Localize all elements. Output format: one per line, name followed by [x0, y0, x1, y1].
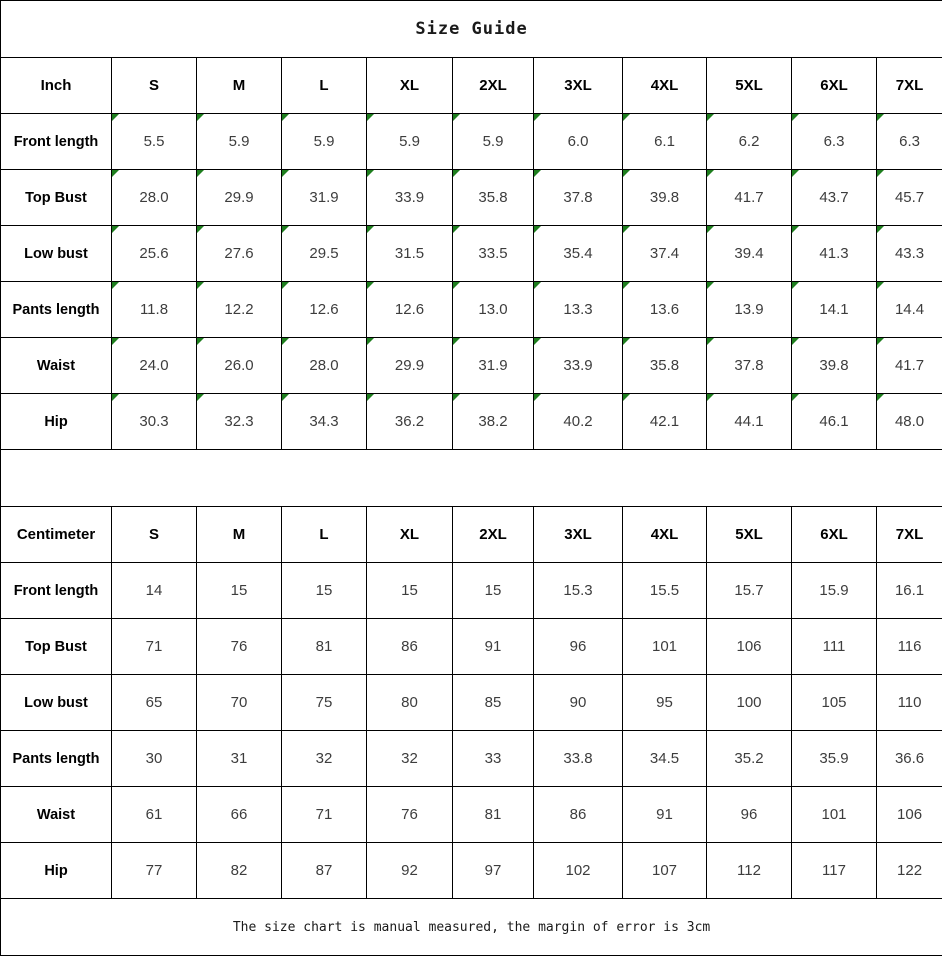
value-cell: 38.2: [453, 394, 534, 450]
value-cell: 110: [877, 675, 942, 731]
cell-corner-flag-icon: [534, 170, 541, 177]
cell-corner-flag-icon: [877, 394, 884, 401]
cell-corner-flag-icon: [197, 394, 204, 401]
value-cell: 34.5: [623, 731, 707, 787]
value-cell: 42.1: [623, 394, 707, 450]
value-cell: 77: [112, 843, 197, 899]
value-cell: 116: [877, 619, 942, 675]
value-cell: 111: [792, 619, 877, 675]
table-row: [1, 338, 942, 394]
value-cell: 85: [453, 675, 534, 731]
value-cell: 39.8: [623, 170, 707, 226]
table-row: [1, 675, 942, 731]
cell-corner-flag-icon: [792, 226, 799, 233]
value-cell: 37.4: [623, 226, 707, 282]
value-cell: 82: [197, 843, 282, 899]
cell-corner-flag-icon: [367, 170, 374, 177]
value-cell: 13.0: [453, 282, 534, 338]
row-label: Hip: [1, 394, 112, 450]
value-cell: 5.9: [282, 114, 367, 170]
cell-corner-flag-icon: [534, 282, 541, 289]
value-cell: 34.3: [282, 394, 367, 450]
size-header-cell: 4XL: [623, 58, 707, 114]
cell-corner-flag-icon: [707, 282, 714, 289]
value-cell: 61: [112, 787, 197, 843]
value-cell: 101: [623, 619, 707, 675]
cell-corner-flag-icon: [877, 114, 884, 121]
cell-corner-flag-icon: [707, 394, 714, 401]
value-cell: 35.4: [534, 226, 623, 282]
cell-corner-flag-icon: [707, 170, 714, 177]
value-cell: 107: [623, 843, 707, 899]
table-row: [1, 58, 942, 114]
value-cell: 14.4: [877, 282, 942, 338]
row-label: Top Bust: [1, 170, 112, 226]
value-cell: 26.0: [197, 338, 282, 394]
size-header-cell: 3XL: [534, 58, 623, 114]
size-header-cell: M: [197, 507, 282, 563]
value-cell: 37.8: [534, 170, 623, 226]
value-cell: 81: [453, 787, 534, 843]
cell-corner-flag-icon: [623, 114, 630, 121]
value-cell: 35.8: [453, 170, 534, 226]
table-row: [1, 843, 942, 899]
value-cell: 76: [367, 787, 453, 843]
cell-corner-flag-icon: [707, 338, 714, 345]
value-cell: 32: [367, 731, 453, 787]
value-cell: 90: [534, 675, 623, 731]
table-row: [1, 731, 942, 787]
value-cell: 39.8: [792, 338, 877, 394]
value-cell: 12.6: [282, 282, 367, 338]
value-cell: 43.3: [877, 226, 942, 282]
value-cell: 105: [792, 675, 877, 731]
value-cell: 80: [367, 675, 453, 731]
row-label: Top Bust: [1, 619, 112, 675]
value-cell: 13.3: [534, 282, 623, 338]
table-row: [1, 114, 942, 170]
value-cell: 15.9: [792, 563, 877, 619]
value-cell: 41.3: [792, 226, 877, 282]
cell-corner-flag-icon: [623, 170, 630, 177]
size-header-cell: 3XL: [534, 507, 623, 563]
value-cell: 33: [453, 731, 534, 787]
page-title: Size Guide: [1, 1, 942, 58]
value-cell: 46.1: [792, 394, 877, 450]
value-cell: 70: [197, 675, 282, 731]
value-cell: 39.4: [707, 226, 792, 282]
value-cell: 5.5: [112, 114, 197, 170]
value-cell: 101: [792, 787, 877, 843]
row-label: Front length: [1, 114, 112, 170]
size-header-cell: S: [112, 58, 197, 114]
value-cell: 97: [453, 843, 534, 899]
value-cell: 32: [282, 731, 367, 787]
table-row: [1, 563, 942, 619]
table-row: [1, 226, 942, 282]
unit-header-cell: Inch: [1, 58, 112, 114]
value-cell: 11.8: [112, 282, 197, 338]
value-cell: 30: [112, 731, 197, 787]
value-cell: 76: [197, 619, 282, 675]
cell-corner-flag-icon: [112, 394, 119, 401]
size-header-cell: M: [197, 58, 282, 114]
row-label: Pants length: [1, 731, 112, 787]
value-cell: 33.9: [534, 338, 623, 394]
row-label: Pants length: [1, 282, 112, 338]
value-cell: 44.1: [707, 394, 792, 450]
value-cell: 6.3: [792, 114, 877, 170]
value-cell: 13.9: [707, 282, 792, 338]
value-cell: 28.0: [282, 338, 367, 394]
value-cell: 31.5: [367, 226, 453, 282]
size-header-cell: 2XL: [453, 58, 534, 114]
size-header-cell: 4XL: [623, 507, 707, 563]
cell-corner-flag-icon: [367, 338, 374, 345]
cell-corner-flag-icon: [197, 226, 204, 233]
cell-corner-flag-icon: [453, 170, 460, 177]
value-cell: 35.9: [792, 731, 877, 787]
value-cell: 36.2: [367, 394, 453, 450]
cell-corner-flag-icon: [792, 338, 799, 345]
cell-corner-flag-icon: [877, 338, 884, 345]
size-header-cell: 5XL: [707, 58, 792, 114]
value-cell: 12.6: [367, 282, 453, 338]
value-cell: 14: [112, 563, 197, 619]
value-cell: 6.1: [623, 114, 707, 170]
cell-corner-flag-icon: [197, 170, 204, 177]
cell-corner-flag-icon: [282, 338, 289, 345]
cell-corner-flag-icon: [197, 338, 204, 345]
table-row: [1, 282, 942, 338]
cell-corner-flag-icon: [792, 282, 799, 289]
value-cell: 96: [534, 619, 623, 675]
value-cell: 5.9: [367, 114, 453, 170]
size-header-cell: 7XL: [877, 58, 942, 114]
value-cell: 29.9: [197, 170, 282, 226]
cell-corner-flag-icon: [453, 226, 460, 233]
size-header-cell: L: [282, 58, 367, 114]
value-cell: 102: [534, 843, 623, 899]
cell-corner-flag-icon: [282, 394, 289, 401]
cell-corner-flag-icon: [623, 226, 630, 233]
value-cell: 87: [282, 843, 367, 899]
value-cell: 81: [282, 619, 367, 675]
size-header-cell: 5XL: [707, 507, 792, 563]
value-cell: 92: [367, 843, 453, 899]
cell-corner-flag-icon: [877, 282, 884, 289]
cell-corner-flag-icon: [453, 394, 460, 401]
value-cell: 75: [282, 675, 367, 731]
cell-corner-flag-icon: [792, 114, 799, 121]
size-header-cell: 6XL: [792, 507, 877, 563]
value-cell: 16.1: [877, 563, 942, 619]
value-cell: 29.9: [367, 338, 453, 394]
cell-corner-flag-icon: [282, 114, 289, 121]
value-cell: 112: [707, 843, 792, 899]
cell-corner-flag-icon: [282, 170, 289, 177]
value-cell: 25.6: [112, 226, 197, 282]
value-cell: 95: [623, 675, 707, 731]
cell-corner-flag-icon: [534, 226, 541, 233]
value-cell: 91: [623, 787, 707, 843]
cell-corner-flag-icon: [453, 338, 460, 345]
table-row: [1, 619, 942, 675]
value-cell: 6.3: [877, 114, 942, 170]
value-cell: 12.2: [197, 282, 282, 338]
cell-corner-flag-icon: [112, 114, 119, 121]
value-cell: 43.7: [792, 170, 877, 226]
cell-corner-flag-icon: [623, 394, 630, 401]
table-row: [1, 394, 942, 450]
value-cell: 91: [453, 619, 534, 675]
value-cell: 96: [707, 787, 792, 843]
table-row: [1, 899, 942, 956]
value-cell: 6.2: [707, 114, 792, 170]
cell-corner-flag-icon: [792, 394, 799, 401]
value-cell: 122: [877, 843, 942, 899]
table-row: [1, 1, 942, 58]
value-cell: 106: [877, 787, 942, 843]
size-header-cell: S: [112, 507, 197, 563]
table-gap: [1, 450, 942, 507]
value-cell: 31.9: [282, 170, 367, 226]
unit-header-cell: Centimeter: [1, 507, 112, 563]
cell-corner-flag-icon: [453, 282, 460, 289]
cell-corner-flag-icon: [367, 394, 374, 401]
cell-corner-flag-icon: [877, 226, 884, 233]
value-cell: 37.8: [707, 338, 792, 394]
value-cell: 15.3: [534, 563, 623, 619]
size-guide-body: [1, 1, 942, 956]
value-cell: 32.3: [197, 394, 282, 450]
footer-note: The size chart is manual measured, the margin of error is 3cm: [1, 899, 942, 956]
cell-corner-flag-icon: [534, 338, 541, 345]
value-cell: 24.0: [112, 338, 197, 394]
value-cell: 71: [282, 787, 367, 843]
value-cell: 48.0: [877, 394, 942, 450]
size-header-cell: L: [282, 507, 367, 563]
table-row: [1, 787, 942, 843]
cell-corner-flag-icon: [112, 282, 119, 289]
value-cell: 15.5: [623, 563, 707, 619]
value-cell: 41.7: [707, 170, 792, 226]
value-cell: 6.0: [534, 114, 623, 170]
value-cell: 33.5: [453, 226, 534, 282]
value-cell: 31.9: [453, 338, 534, 394]
size-header-cell: XL: [367, 58, 453, 114]
cell-corner-flag-icon: [623, 338, 630, 345]
value-cell: 14.1: [792, 282, 877, 338]
cell-corner-flag-icon: [367, 226, 374, 233]
value-cell: 13.6: [623, 282, 707, 338]
row-label: Low bust: [1, 675, 112, 731]
value-cell: 71: [112, 619, 197, 675]
value-cell: 117: [792, 843, 877, 899]
cell-corner-flag-icon: [534, 114, 541, 121]
value-cell: 86: [367, 619, 453, 675]
cell-corner-flag-icon: [623, 282, 630, 289]
row-label: Low bust: [1, 226, 112, 282]
cell-corner-flag-icon: [792, 170, 799, 177]
value-cell: 31: [197, 731, 282, 787]
value-cell: 106: [707, 619, 792, 675]
size-header-cell: 2XL: [453, 507, 534, 563]
cell-corner-flag-icon: [367, 282, 374, 289]
cell-corner-flag-icon: [112, 338, 119, 345]
value-cell: 33.8: [534, 731, 623, 787]
value-cell: 15: [367, 563, 453, 619]
value-cell: 15: [453, 563, 534, 619]
cell-corner-flag-icon: [197, 282, 204, 289]
row-label: Front length: [1, 563, 112, 619]
size-header-cell: XL: [367, 507, 453, 563]
value-cell: 5.9: [197, 114, 282, 170]
value-cell: 45.7: [877, 170, 942, 226]
table-row: [1, 507, 942, 563]
cell-corner-flag-icon: [112, 170, 119, 177]
value-cell: 40.2: [534, 394, 623, 450]
table-row: [1, 170, 942, 226]
cell-corner-flag-icon: [282, 282, 289, 289]
cell-corner-flag-icon: [197, 114, 204, 121]
value-cell: 29.5: [282, 226, 367, 282]
cell-corner-flag-icon: [367, 114, 374, 121]
value-cell: 35.2: [707, 731, 792, 787]
cell-corner-flag-icon: [453, 114, 460, 121]
value-cell: 5.9: [453, 114, 534, 170]
value-cell: 35.8: [623, 338, 707, 394]
row-label: Hip: [1, 843, 112, 899]
cell-corner-flag-icon: [707, 226, 714, 233]
value-cell: 66: [197, 787, 282, 843]
value-cell: 41.7: [877, 338, 942, 394]
size-header-cell: 7XL: [877, 507, 942, 563]
value-cell: 33.9: [367, 170, 453, 226]
size-header-cell: 6XL: [792, 58, 877, 114]
value-cell: 15: [197, 563, 282, 619]
value-cell: 15.7: [707, 563, 792, 619]
value-cell: 86: [534, 787, 623, 843]
value-cell: 27.6: [197, 226, 282, 282]
value-cell: 28.0: [112, 170, 197, 226]
value-cell: 36.6: [877, 731, 942, 787]
cell-corner-flag-icon: [877, 170, 884, 177]
row-label: Waist: [1, 338, 112, 394]
cell-corner-flag-icon: [707, 114, 714, 121]
cell-corner-flag-icon: [534, 394, 541, 401]
table-row: [1, 450, 942, 507]
value-cell: 15: [282, 563, 367, 619]
cell-corner-flag-icon: [282, 226, 289, 233]
value-cell: 65: [112, 675, 197, 731]
row-label: Waist: [1, 787, 112, 843]
value-cell: 100: [707, 675, 792, 731]
cell-corner-flag-icon: [112, 226, 119, 233]
value-cell: 30.3: [112, 394, 197, 450]
